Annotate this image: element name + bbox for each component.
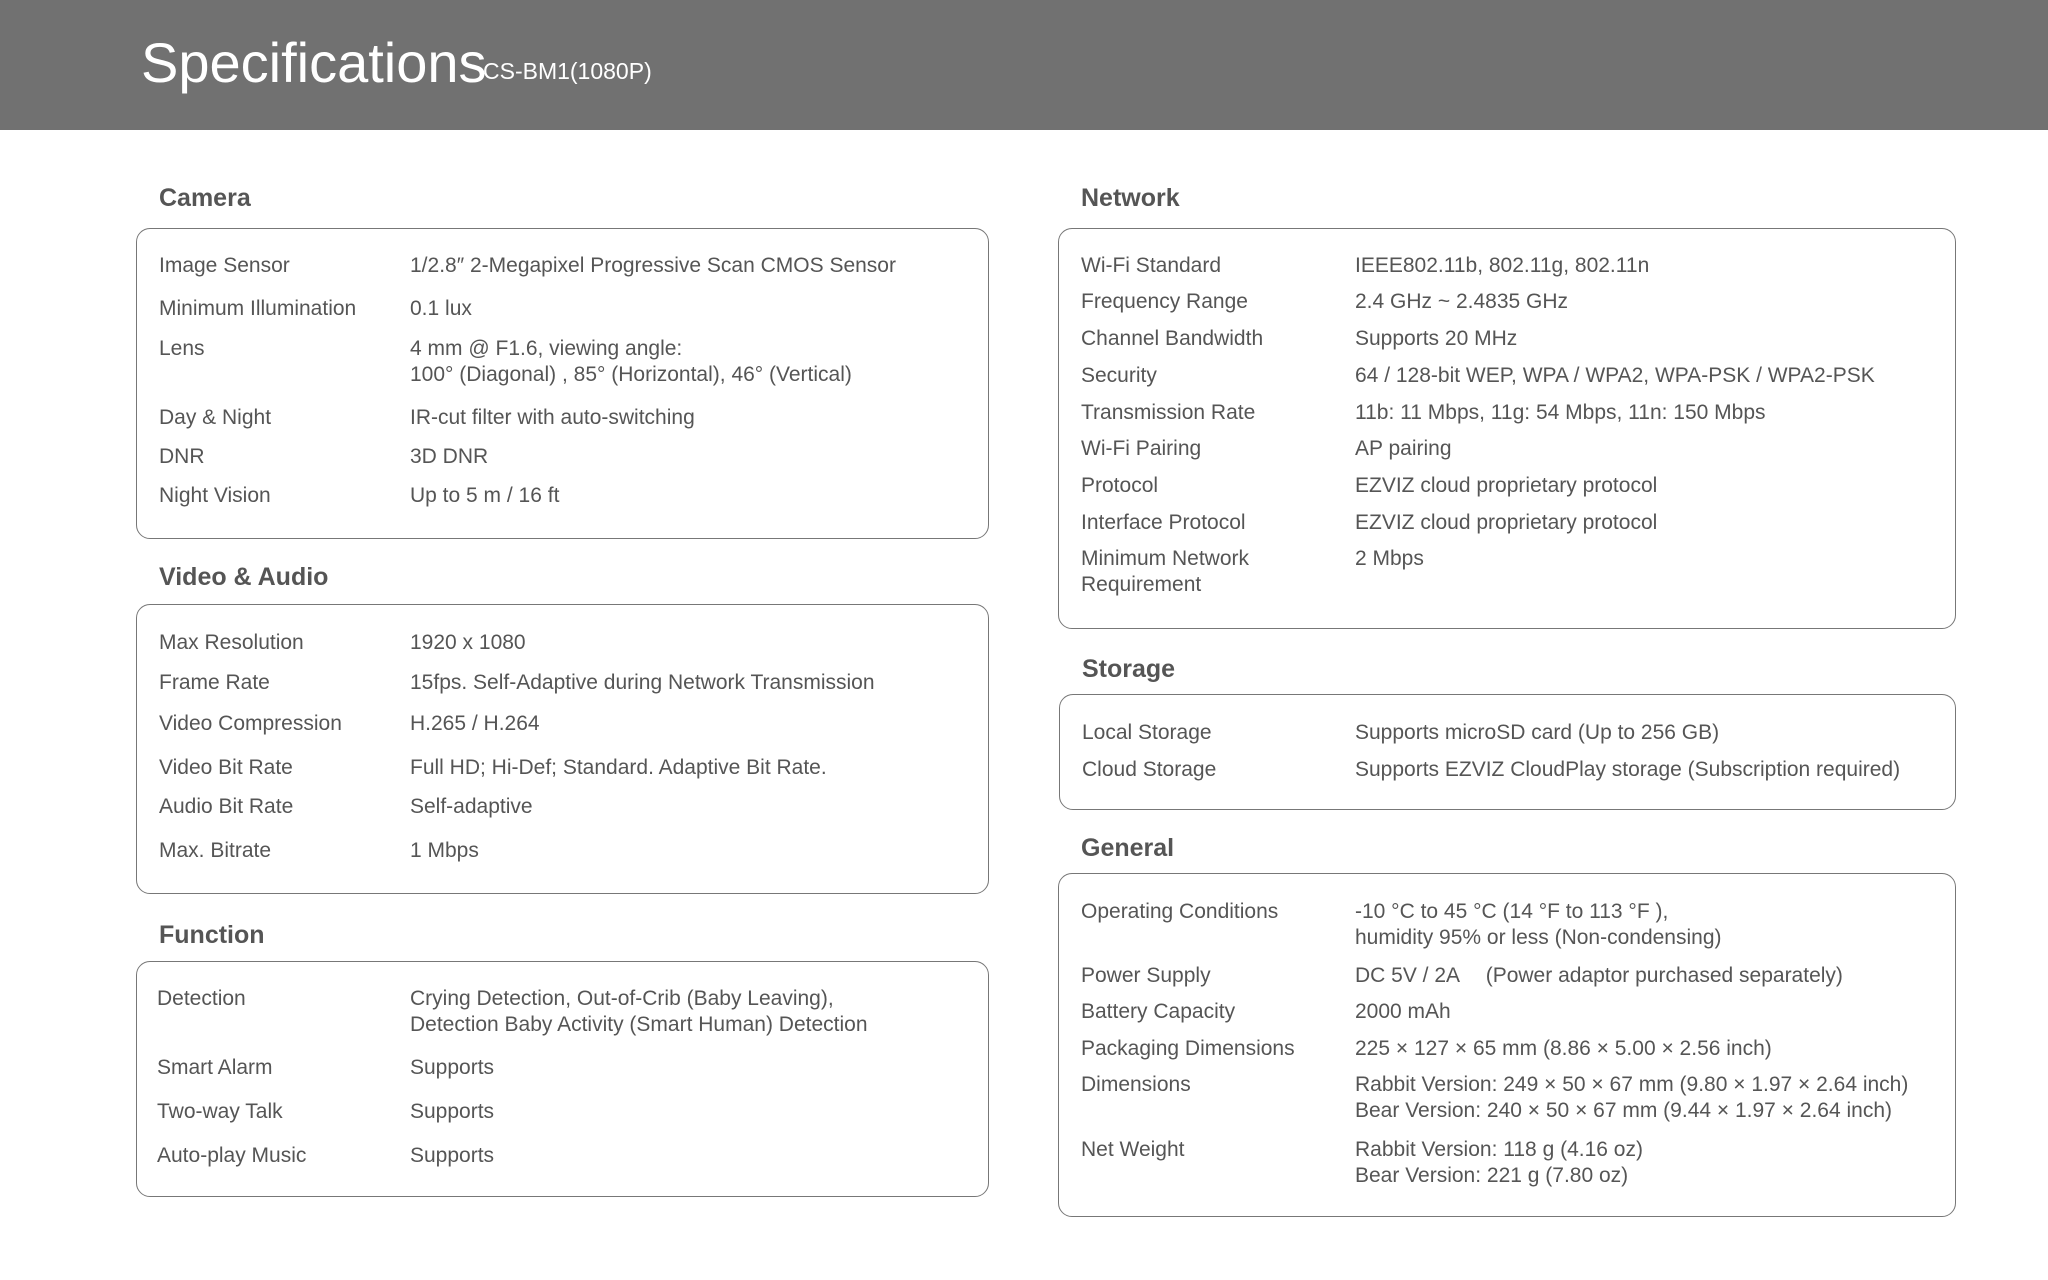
spec-label: Frame Rate — [159, 671, 270, 694]
spec-label: Wi-Fi Pairing — [1081, 437, 1202, 460]
spec-value-line2: Bear Version: 240 × 50 × 67 mm (9.44 × 1.97 × 2.64 inch) — [1355, 1099, 1893, 1122]
spec-value-line2: Bear Version: 221 g (7.80 oz) — [1355, 1164, 1629, 1187]
spec-value: 1 Mbps — [410, 839, 479, 862]
spec-label: Cloud Storage — [1082, 758, 1217, 781]
spec-label: Net Weight — [1081, 1138, 1185, 1161]
spec-label: Night Vision — [159, 484, 271, 507]
spec-value: 4 mm @ F1.6, viewing angle: — [410, 337, 683, 360]
video-audio-section-title: Video & Audio — [159, 563, 329, 591]
spec-label: Operating Conditions — [1081, 900, 1279, 923]
spec-value: 64 / 128-bit WEP, WPA / WPA2, WPA-PSK / WPA2-PSK — [1355, 364, 1875, 387]
spec-value: IEEE802.11b, 802.11g, 802.11n — [1355, 254, 1650, 277]
spec-value: 1/2.8″ 2-Megapixel Progressive Scan CMOS Sensor — [410, 254, 896, 277]
spec-value: 1920 x 1080 — [410, 631, 526, 654]
spec-value: Crying Detection, Out-of-Crib (Baby Leaving), — [410, 987, 834, 1010]
spec-value: IR-cut filter with auto-switching — [410, 406, 695, 429]
spec-value: Supports — [410, 1056, 495, 1079]
spec-label: Max. Bitrate — [159, 839, 272, 862]
spec-value: 0.1 lux — [410, 297, 472, 320]
spec-value: Supports EZVIZ CloudPlay storage (Subscription required) — [1355, 758, 1901, 781]
spec-value: Rabbit Version: 118 g (4.16 oz) — [1355, 1138, 1643, 1161]
model-name: CS-BM1(1080P) — [483, 58, 652, 84]
spec-label: Battery Capacity — [1081, 1000, 1236, 1023]
spec-value: Up to 5 m / 16 ft — [410, 484, 560, 507]
spec-value: 2.4 GHz ~ 2.4835 GHz — [1355, 290, 1569, 313]
spec-label: DNR — [159, 445, 205, 468]
spec-label: Dimensions — [1081, 1073, 1191, 1096]
spec-label: Interface Protocol — [1081, 511, 1246, 534]
spec-label-line2: Requirement — [1081, 573, 1202, 596]
spec-value: H.265 / H.264 — [410, 712, 540, 735]
function-section-title: Function — [159, 921, 265, 949]
spec-value-line2: Detection Baby Activity (Smart Human) Detection — [410, 1013, 868, 1036]
spec-label: Transmission Rate — [1081, 401, 1256, 424]
spec-value-line2: humidity 95% or less (Non-condensing) — [1355, 926, 1722, 949]
spec-value: 2 Mbps — [1355, 547, 1424, 570]
spec-label: Channel Bandwidth — [1081, 327, 1264, 350]
storage-section-title: Storage — [1082, 655, 1176, 683]
spec-label: Local Storage — [1082, 721, 1212, 744]
spec-label: Protocol — [1081, 474, 1159, 497]
spec-label: Packaging Dimensions — [1081, 1037, 1295, 1060]
spec-value: 3D DNR — [410, 445, 489, 468]
storage-box — [1059, 694, 1956, 810]
spec-value-line2: 100° (Diagonal) , 85° (Horizontal), 46° (Vertical) — [410, 363, 852, 386]
spec-label: Image Sensor — [159, 254, 290, 277]
spec-label: Auto-play Music — [157, 1144, 307, 1167]
spec-label: Video Bit Rate — [159, 756, 293, 779]
spec-label: Day & Night — [159, 406, 272, 429]
spec-label: Frequency Range — [1081, 290, 1248, 313]
spec-value: 2000 mAh — [1355, 1000, 1451, 1023]
spec-label: Video Compression — [159, 712, 342, 735]
spec-label: Minimum Network — [1081, 547, 1250, 570]
spec-value: -10 °C to 45 °C (14 °F to 113 °F ), — [1355, 900, 1669, 923]
spec-label: Wi-Fi Standard — [1081, 254, 1222, 277]
network-section-title: Network — [1081, 184, 1180, 212]
header-bar — [0, 0, 2048, 130]
spec-value: 225 × 127 × 65 mm (8.86 × 5.00 × 2.56 inch) — [1355, 1037, 1772, 1060]
spec-label: Two-way Talk — [157, 1100, 283, 1123]
spec-value: Rabbit Version: 249 × 50 × 67 mm (9.80 × 1.97 × 2.64 inch) — [1355, 1073, 1909, 1096]
spec-value: Supports microSD card (Up to 256 GB) — [1355, 721, 1720, 744]
spec-label: Detection — [157, 987, 246, 1010]
spec-value: Supports — [410, 1144, 495, 1167]
spec-value: Full HD; Hi-Def; Standard. Adaptive Bit Rate. — [410, 756, 827, 779]
spec-label: Security — [1081, 364, 1157, 387]
spec-value: DC 5V / 2A (Power adaptor purchased separately) — [1355, 964, 1843, 987]
spec-label: Power Supply — [1081, 964, 1211, 987]
general-section-title: General — [1081, 834, 1175, 862]
spec-value: Self-adaptive — [410, 795, 533, 818]
spec-value: 11b: 11 Mbps, 11g: 54 Mbps, 11n: 150 Mbps — [1355, 401, 1766, 424]
camera-section-title: Camera — [159, 184, 251, 212]
page-title: Specifications — [141, 31, 487, 94]
spec-value: EZVIZ cloud proprietary protocol — [1355, 474, 1658, 497]
spec-value: Supports 20 MHz — [1355, 327, 1518, 350]
spec-label: Smart Alarm — [157, 1056, 273, 1079]
spec-value: EZVIZ cloud proprietary protocol — [1355, 511, 1658, 534]
spec-label: Lens — [159, 337, 205, 360]
spec-value: Supports — [410, 1100, 495, 1123]
spec-label: Minimum Illumination — [159, 297, 357, 320]
spec-label: Max Resolution — [159, 631, 304, 654]
spec-value: AP pairing — [1355, 437, 1452, 460]
spec-value: 15fps. Self-Adaptive during Network Transmission — [410, 671, 875, 694]
spec-label: Audio Bit Rate — [159, 795, 294, 818]
